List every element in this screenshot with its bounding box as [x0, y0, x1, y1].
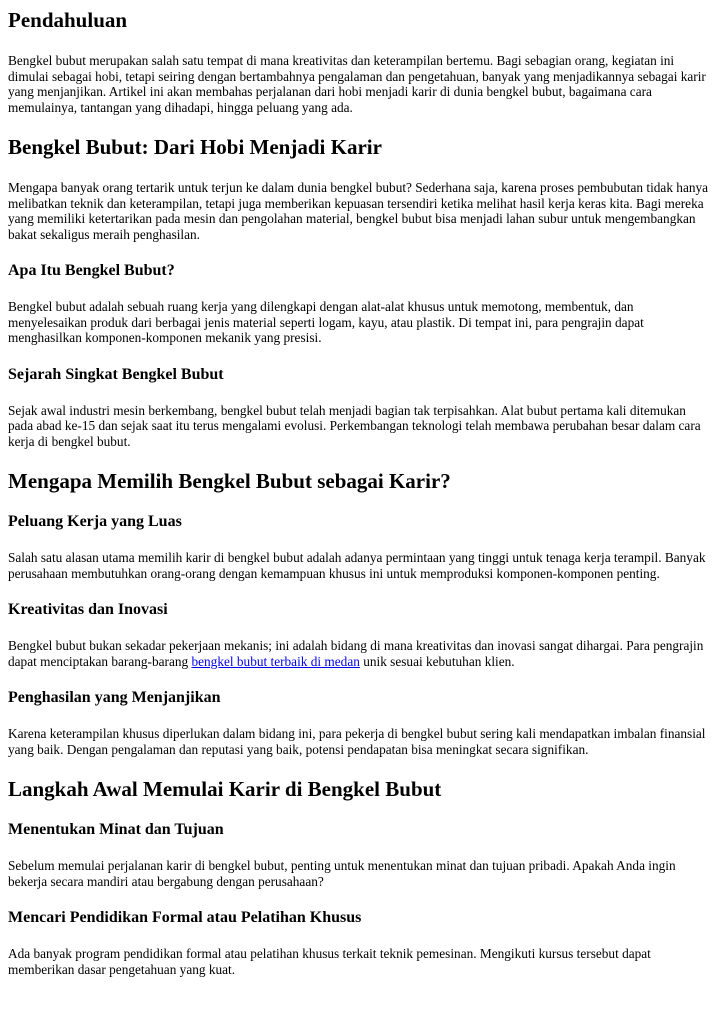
paragraph-apa-itu-bengkel-bubut: Bengkel bubut adalah sebuah ruang kerja yang dilengkapi dengan alat-alat khusus untuk memotong, membentuk, dan menyelesaikan produk dari berbagai jenis material seperti logam, kayu, atau plastik. Di tempat ini, para pengrajin dapat menghasilkan komponen-komponen mekanik yang presisi. [8, 299, 644, 345]
article [0, 8, 720, 977]
paragraph-pendidikan-pelatihan: Ada banyak program pendidikan formal atau pelatihan khusus terkait teknik pemesinan. Mengikuti kursus tersebut dapat memberikan dasar pengetahuan yang kuat. [8, 946, 651, 977]
paragraph-text-before-link: Bengkel bubut bukan sekadar pekerjaan mekanis; ini adalah bidang di mana kreativitas dan inovasi sangat dihargai. Para pengrajin dapat menciptakan barang-barang [8, 638, 704, 669]
heading-langkah-awal: Langkah Awal Memulai Karir di Bengkel Bubut [8, 777, 442, 801]
subheading-minat-tujuan: Menentukan Minat dan Tujuan [8, 821, 224, 838]
subheading-peluang-kerja: Peluang Kerja yang Luas [8, 513, 182, 530]
paragraph-text-after-link: unik sesuai kebutuhan klien. [359, 653, 515, 669]
heading-dari-hobi-menjadi-karir: Bengkel Bubut: Dari Hobi Menjadi Karir [8, 135, 382, 159]
paragraph-peluang-kerja: Salah satu alasan utama memilih karir di bengkel bubut adalah adanya permintaan yang tinggi untuk tenaga kerja terampil. Banyak perusahaan membutuhkan orang-orang dengan kemampuan khusus ini untuk memproduksi komponen-komponen penting. [8, 550, 706, 581]
subheading-kreativitas-inovasi: Kreativitas dan Inovasi [8, 601, 168, 618]
subheading-sejarah-singkat: Sejarah Singkat Bengkel Bubut [8, 365, 224, 383]
subheading-apa-itu-bengkel-bubut: Apa Itu Bengkel Bubut? [8, 262, 175, 279]
subheading-pendidikan-pelatihan: Mencari Pendidikan Formal atau Pelatihan Khusus [8, 909, 362, 926]
paragraph-kreativitas-inovasi [8, 638, 712, 669]
paragraph-sejarah-singkat: Sejak awal industri mesin berkembang, bengkel bubut telah menjadi bagian tak terpisahkan. Alat bubut pertama kali ditemukan pada abad ke-15 dan sejak saat itu terus mengalami evolusi. Perkembangan teknologi telah membawa perubahan besar dalam cara kerja di bengkel bubut. [8, 402, 701, 449]
subheading-penghasilan: Penghasilan yang Menjanjikan [8, 689, 221, 706]
paragraph-pendahuluan: Bengkel bubut merupakan salah satu tempat di mana kreativitas dan keterampilan bertemu. Bagi sebagian orang, kegiatan ini dimulai sebagai hobi, tetapi seiring dengan bertambahnya pengalaman dan pengetahuan, banyak yang menjadikannya sebagai karir yang menjanjikan. Artikel ini akan membahas perjalanan dari hobi menjadi karir di dunia bengkel bubut, bagaimana cara memulainya, tantangan yang dihadapi, hingga peluang yang ada. [8, 53, 706, 115]
heading-pendahuluan: Pendahuluan [8, 8, 128, 32]
heading-mengapa-memilih: Mengapa Memilih Bengkel Bubut sebagai Karir? [8, 469, 451, 493]
paragraph-dari-hobi-menjadi-karir: Mengapa banyak orang tertarik untuk terjun ke dalam dunia bengkel bubut? Sederhana saja, karena proses pembubutan tidak hanya melibatkan teknik dan keterampilan, tetapi juga memberikan kepuasan tersendiri ketika melihat hasil kerja keras kita. Bagi mereka yang memiliki ketertarikan pada mesin dan pengolahan material, bengkel bubut bisa menjadi lahan subur untuk mengembangkan bakat sekaligus meraih penghasilan. [8, 180, 709, 242]
paragraph-penghasilan: Karena keterampilan khusus diperlukan dalam bidang ini, para pekerja di bengkel bubut sering kali mendapatkan imbalan finansial yang baik. Dengan pengalaman dan reputasi yang baik, potensi pendapatan bisa meningkat secara signifikan. [8, 726, 706, 757]
paragraph-minat-tujuan: Sebelum memulai perjalanan karir di bengkel bubut, penting untuk menentukan minat dan tujuan pribadi. Apakah Anda ingin bekerja secara mandiri atau bergabung dengan perusahaan? [8, 858, 676, 889]
bengkel-bubut-terbaik-link[interactable]: bengkel bubut terbaik di medan [191, 653, 360, 669]
